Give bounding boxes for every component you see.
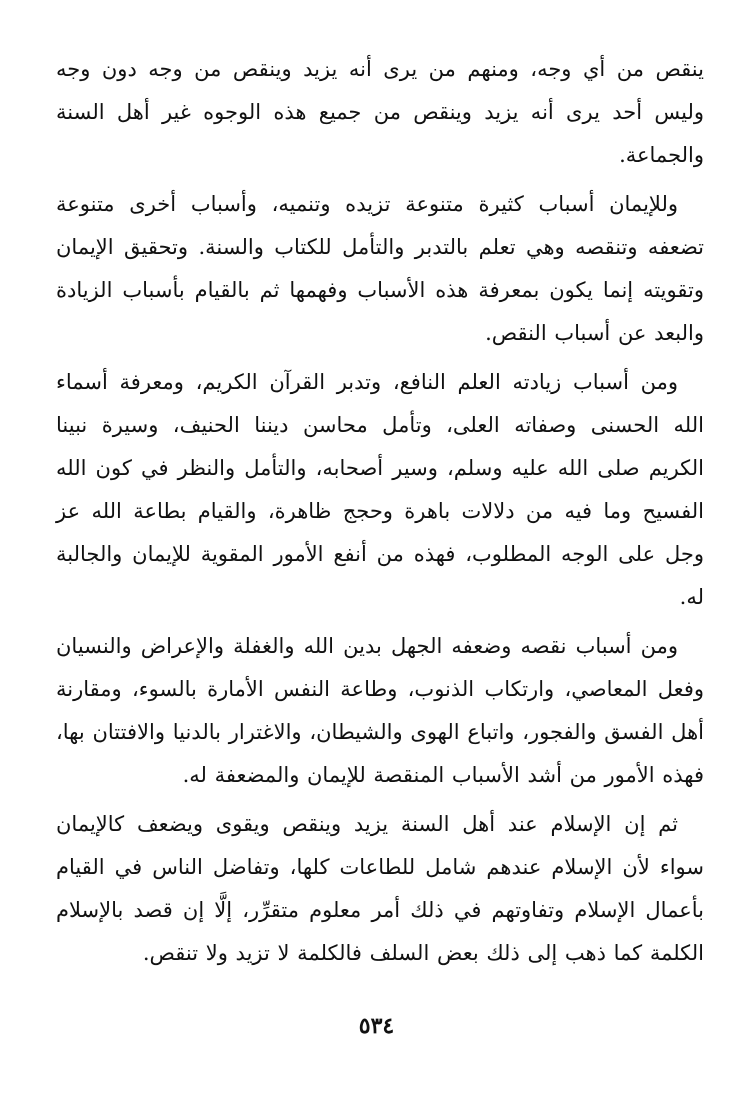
paragraph-1: ينقص من أي وجه، ومنهم من يرى أنه يزيد وينقص من وجه دون وجه وليس أحد يرى أنه يزيد وينقص من جميع هذه الوجوه غير أهل السنة والجماعة. (56, 57, 704, 167)
paragraph-5: ثم إن الإسلام عند أهل السنة يزيد وينقص ويقوى ويضعف كالإيمان سواء لأن الإسلام عندهم شامل للطاعات كلها، وتفاضل الناس في القيام بأعمال الإسلام وتفاوتهم في ذلك أمر معلوم متقرِّر، إلَّا إن قصد بالإسلام الكلمة كما ذهب إلى ذلك بعض السلف فالكلمة لا تزيد ولا تنقص. (56, 812, 704, 965)
page-number: ٥٣٤ (358, 1013, 395, 1039)
paragraph-4: ومن أسباب نقصه وضعفه الجهل بدين الله والغفلة والإعراض والنسيان وفعل المعاصي، وارتكاب الذنوب، وطاعة النفس الأمارة بالسوء، ومقارنة أهل الفسق والفجور، واتباع الهوى والشيطان، والاغترار بالدنيا والافتتان بها، فهذه الأمور من أشد الأسباب المنقصة للإيمان والمضعفة له. (56, 634, 704, 787)
paragraph-2: وللإيمان أسباب كثيرة متنوعة تزيده وتنميه، وأسباب أخرى متنوعة تضعفه وتنقصه وهي تعلم بالتدبر والتأمل للكتاب والسنة. وتحقيق الإيمان وتقويته إنما يكون بمعرفة هذه الأسباب وفهمها ثم بالقيام بأسباب الزيادة والبعد عن أسباب النقص. (56, 192, 704, 345)
paragraph-3: ومن أسباب زيادته العلم النافع، وتدبر القرآن الكريم، ومعرفة أسماء الله الحسنى وصفاته العلى، وتأمل محاسن ديننا الحنيف، وسيرة نبينا الكريم صلى الله عليه وسلم، وسير أصحابه، والتأمل والنظر في كون الله الفسيح وما فيه من دلالات باهرة وحجج ظاهرة، والقيام بطاعة الله عز وجل على الوجه المطلوب، فهذه من أنفع الأمور المقوية للإيمان والجالبة له. (56, 370, 705, 609)
page-body (56, 48, 704, 981)
